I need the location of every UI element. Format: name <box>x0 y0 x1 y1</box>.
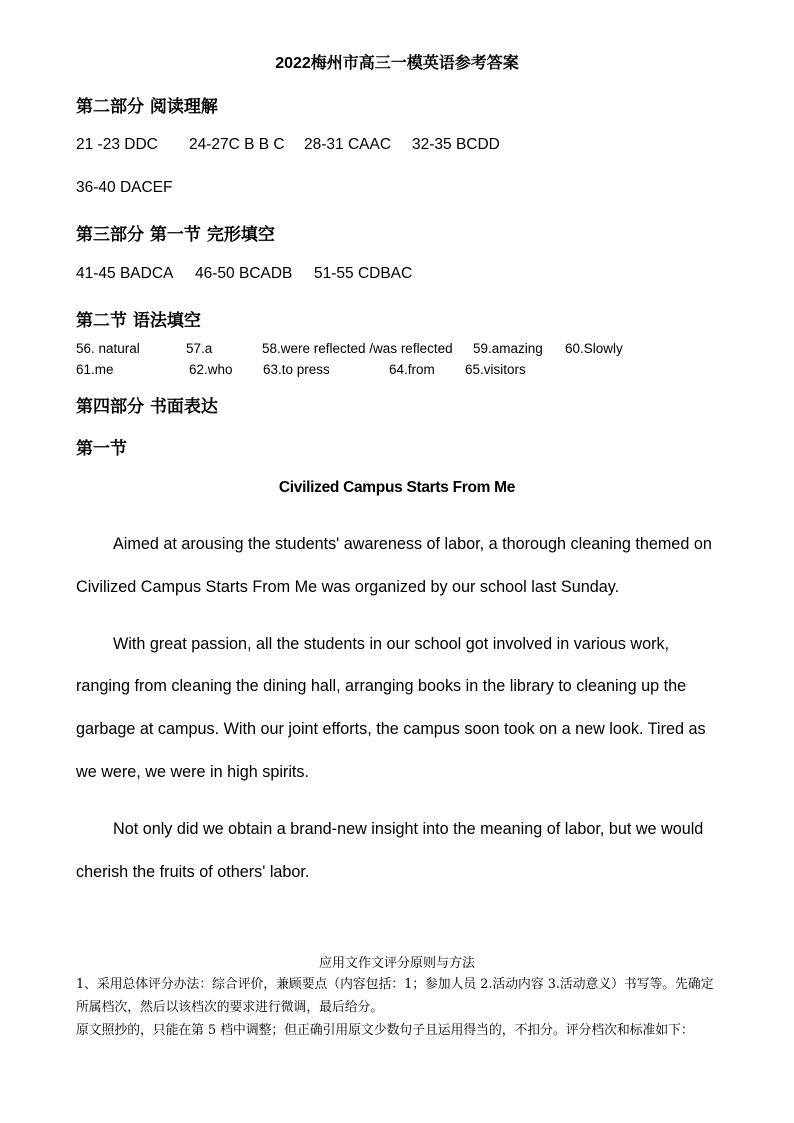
part3-answers <box>76 265 412 283</box>
grammar-answer: 56. natural <box>76 341 140 356</box>
part3-heading: 第三部分 第一节 完形填空 <box>76 225 275 245</box>
grammar-answer: 60.Slowly <box>565 341 623 356</box>
part2-answers-row2: 36-40 DACEF <box>76 179 173 196</box>
grading-rules <box>76 973 722 1042</box>
grammar-answer: 61.me <box>76 362 114 377</box>
part2-heading: 第二部分 阅读理解 <box>76 97 218 117</box>
grading-heading: 应用文作文评分原则与方法 <box>318 956 475 971</box>
grammar-answers-row1 <box>76 341 736 359</box>
part4-subheading: 第一节 <box>76 439 127 459</box>
part4-heading: 第四部分 书面表达 <box>76 397 218 417</box>
grammar-answers-row2 <box>76 362 736 380</box>
answer-group: 32-35 BCDD <box>412 136 500 153</box>
grammar-answer: 62.who <box>189 362 233 377</box>
answer-group: 21 -23 DDC <box>76 136 158 153</box>
grammar-answer: 57.a <box>186 341 213 356</box>
grammar-answer: 65.visitors <box>465 362 526 377</box>
essay-paragraph: Aimed at arousing the students' awareness of labor, a thorough cleaning themed on Civilized Campus Starts From Me was organized by our school last Sunday. <box>76 535 712 596</box>
essay-body <box>76 523 726 893</box>
essay-paragraph: Not only did we obtain a brand-new insight into the meaning of labor, but we would cherish the fruits of others' labor. <box>76 819 704 881</box>
grammar-answer: 64.from <box>389 362 435 377</box>
grammar-answer: 59.amazing <box>473 341 543 356</box>
essay-paragraph: With great passion, all the students in our school got involved in various work, ranging from cleaning the dining hall, arranging books in the library to cleaning up the garbage at campus. With our joint efforts, the campus soon took on a new look. Tired as we were, we were in high spirits. <box>76 634 706 781</box>
page-title: 2022梅州市高三一模英语参考答案 <box>275 55 519 72</box>
answer-group: 46-50 BCADB <box>195 265 293 282</box>
grammar-answer: 63.to press <box>263 362 330 377</box>
part2-answers-row1 <box>76 136 500 154</box>
grading-rule: 1、采用总体评分办法：综合评价，兼顾要点（内容包括：1；参加人员 2.活动内容 3.活动意义）书写等。先确定所属档次，然后以该档次的要求进行微调，最后给分。 <box>76 977 714 1015</box>
grading-rule: 原文照抄的，只能在第 5 档中调整；但正确引用原文少数句子且运用得当的，不扣分。评分档次和标准如下： <box>76 1023 694 1038</box>
essay-title: Civilized Campus Starts From Me <box>278 479 516 496</box>
grammar-answer: 58.were reflected /was reflected <box>262 341 453 356</box>
answer-group: 41-45 BADCA <box>76 265 174 282</box>
answer-group: 51-55 CDBAC <box>314 265 413 282</box>
answer-group: 28-31 CAAC <box>304 136 392 153</box>
answer-group: 24-27C B B C <box>189 136 285 153</box>
section2-heading: 第二节 语法填空 <box>76 311 201 331</box>
